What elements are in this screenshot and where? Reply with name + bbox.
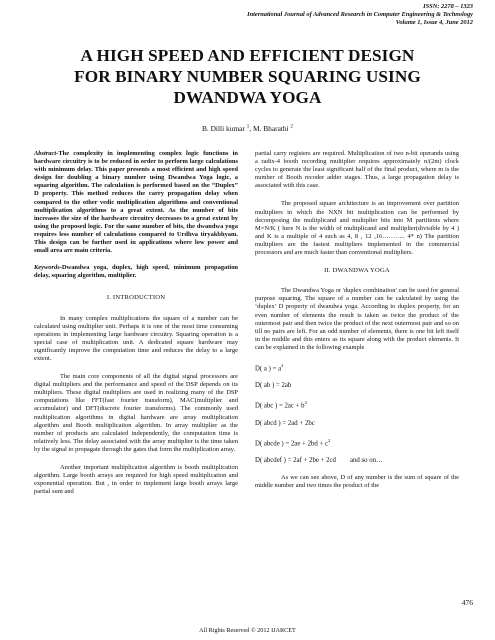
- volume-info: Volume 1, Issue 4, June 2012: [395, 19, 473, 26]
- left-column: [34, 150, 238, 506]
- abstract-label: Abstract-: [34, 150, 59, 157]
- author-line: [0, 124, 495, 133]
- body-paragraph-duplex: The Dwandwa Yoga or 'duplex combination' can be used for general purpose squaring. The square of a number can be calculated by using the ‘duplex’ D property of dwandwa yoga. According to duplex property, for an even number of elements the result is taken as twice the product of the outermost pair and then twice the product of the next outermost pair and so on till no pairs are left. For an odd number of elements, there is one bit left itself in the middle and this enters as its square along with the product elements. It can be explained in the following example: [255, 287, 459, 351]
- equation-3: D( abc ) = $2ac + b^2$: [255, 400, 307, 410]
- intro-paragraph-2: The main core components of all the digital signal processors are digital multipliers and the performance and speed of the DSP depends on its multipliers. These digital multipliers are used in realizing many of the DSP computations like FFT(fast fourier transform), MAC(multiplier and accumulator) and DFT(discrete fourier transforms). The commonly used multiplication algorithms in digital hardware are array multiplication algorithm and Booth multiplication algorithm. In array multiplier as the number of products are calculated independently, the computation time is relatively less. The delay associated with the array multiplier is the time taken by the signal to propagate through the gates that form the multiplication array.: [34, 373, 238, 453]
- abstract-text: The complexity in implementing complex logic functions in hardware circuitry is to be reduced in order to perform large calculations with minimum delay. This paper presents a most efficient and high speed design for doubling a binary number using Dwandwa Yoga logic, a squaring algorithm. The calculation is performed based on the “Duplex” D property. This method reduces the carry propagation delay when compared to the other vedic multiplication algorithms and conventional multiplication algorithms to a great extent. As the number of bits increases the size of the hardware circuitry decreases to a great extent by using the proposed logic. For the same number of bits, the dwandwa yoga requires less number of calculations compared to Urdhva tiryakbhyam. This design can be further used in applications where low power and small area are main criteria.: [34, 150, 238, 255]
- equation-6: D( abcdef ) = 2af + 2be + 2cd and so on…: [255, 457, 383, 465]
- keywords-label: Keywords-: [34, 264, 62, 272]
- author-1-affiliation: 1: [246, 124, 250, 130]
- title-line-1: A HIGH SPEED AND EFFICIENT DESIGN: [80, 46, 415, 65]
- body-paragraph-duplex-summary: As we can see above, D of any number is the sum of square of the middle number and two times the product of the: [255, 474, 459, 490]
- issn: ISSN: 2278 – 1323: [423, 3, 473, 10]
- paper-title: [20, 45, 475, 108]
- intro-paragraph-1: In many complex multiplications the square of a number can be calculated using multiplier unit. Perhaps it is one of the most time consuming operations in implementing large hardware circuitry. Squaring operation is a special case of multiplication unit. A dedicated square hardware may significantly improve the computation time and reduces the delay to a large extent.: [34, 314, 238, 362]
- journal-header: [247, 3, 473, 27]
- author-1: B. Dilli kumar: [201, 124, 245, 133]
- author-separator: ,: [249, 124, 253, 133]
- equation-1: D( a ) = $a^2$: [255, 362, 284, 373]
- body-paragraph-partition: The proposed square architecture is an improvement over partition multipliers in which the NXN bit multiplication can be performed by decomposing the multiplicand and multiplier bits into M partitions where M=N/K ( here N is the width of multiplicand and multiplier(divisible by 4 ) and K is a multiple of 4 such as 4, 8 , 12 ,16……….. 4* n) The partition multipliers are the fastest multipliers implemented in the commercial processors and are much faster than conventional multipliers.: [255, 200, 459, 257]
- keywords: [34, 264, 238, 280]
- author-2-affiliation: 2: [290, 124, 294, 130]
- body-paragraph-booth: partial carry registers are required. Multiplication of two n-bit operands using a radix-4 booth recording multiplier requires approximately n/(2m) clock cycles to generate the least significant half of the final product, where m is the number of Booth recoder adder stages. Thus, a large propagation delay is associated with this case.: [255, 150, 459, 190]
- equation-2: D( ab ) = 2ab: [255, 382, 292, 390]
- copyright-footer: All Rights Reserved © 2012 IJARCET: [199, 627, 296, 634]
- equation-4: D( abcd ) = 2ad + 2bc: [255, 419, 315, 427]
- intro-paragraph-3: Another important multiplication algorithm is booth multiplication algorithm. Large booth arrays are required for high speed multiplication and exponential operation. But , in order to implement large booth arrays large partial sum and: [34, 464, 238, 496]
- section-heading-introduction: I. INTRODUCTION: [106, 294, 166, 302]
- author-2: M. Bharathi: [252, 124, 289, 133]
- page-number: 476: [461, 598, 473, 607]
- title-line-2: FOR BINARY NUMBER SQUARING USING: [74, 67, 421, 86]
- title-line-3: DWANDWA YOGA: [173, 88, 322, 107]
- keywords-text: Dwandwa yoga, duplex, high speed, minimum propagation delay, squaring algorithm, multiplier.: [34, 264, 238, 280]
- right-column: [255, 150, 459, 501]
- abstract: [34, 150, 238, 255]
- equation-5: D( abcde ) = $2ae + 2bd + c^2$: [255, 437, 331, 448]
- section-heading-dwandwa-yoga: II. DWANDWA YOGA: [324, 267, 390, 275]
- journal-name: International Journal of Advanced Research in Computer Engineering & Technology: [247, 11, 473, 18]
